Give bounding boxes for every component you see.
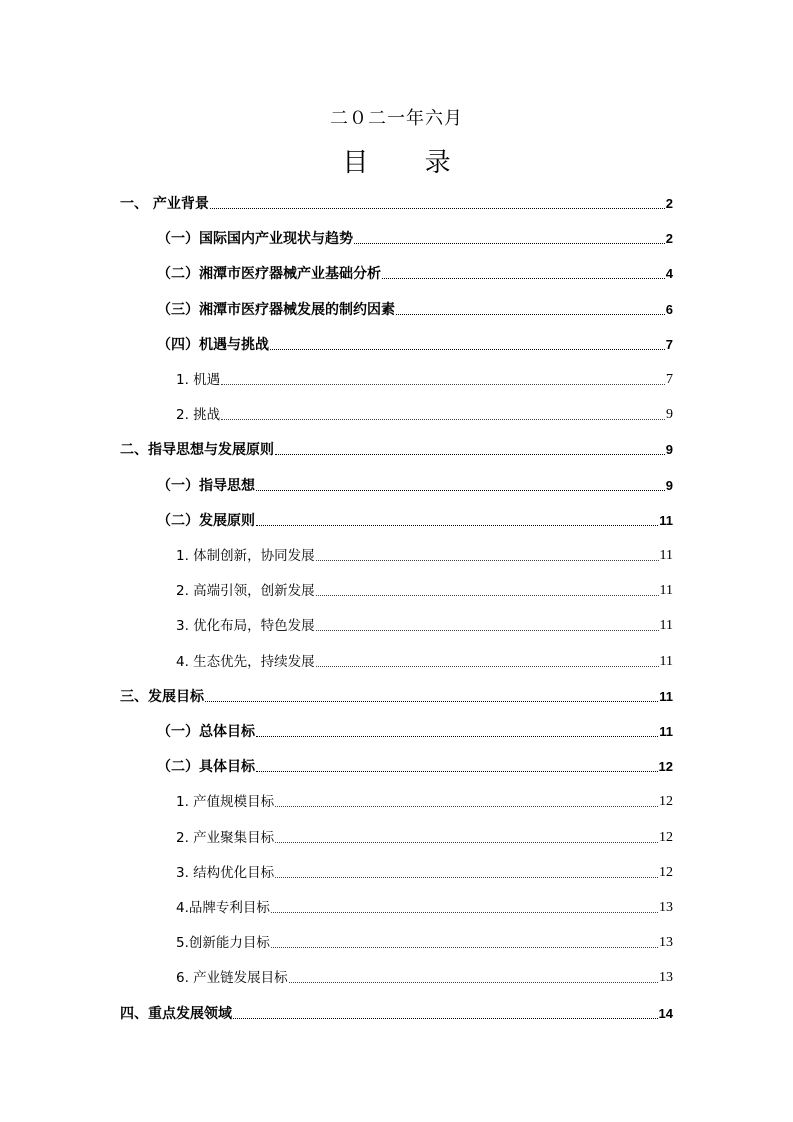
dot-leader (205, 701, 658, 702)
toc-entry-page-number: 4 (665, 266, 673, 282)
dot-leader (316, 630, 659, 631)
toc-entry-title: 二、指导思想与发展原则 (120, 442, 274, 459)
toc-entry-title: 一、 产业背景 (120, 196, 209, 212)
toc-entry-page-number: 11 (659, 724, 673, 739)
toc-entry-title: （四）机遇与挑战 (157, 336, 269, 353)
toc-entry-page-number: 11 (659, 618, 673, 634)
toc-entry-page-number: 7 (666, 372, 673, 387)
toc-entry-title: （二）湘潭市医疗器械产业基础分析 (157, 266, 381, 283)
toc-entry-page-number: 11 (659, 512, 673, 528)
toc-entry[interactable] (157, 295, 673, 319)
toc-entry[interactable] (120, 682, 673, 706)
toc-entry[interactable] (176, 647, 673, 671)
toc-entry-page-number: 12 (659, 864, 673, 880)
toc-entry-page-number: 7 (665, 336, 673, 352)
toc-entry-page-number: 11 (659, 688, 673, 704)
toc-entry-title: （二）发展原则 (157, 512, 255, 529)
dot-leader (316, 560, 659, 561)
dot-leader (316, 666, 659, 667)
dot-leader (256, 525, 658, 526)
dot-leader (275, 806, 658, 807)
toc-entry-title: 1. 体制创新，协同发展 (176, 548, 315, 564)
toc-entry[interactable] (176, 963, 673, 987)
toc-entry-page-number: 12 (659, 829, 673, 845)
toc-entry-page-number: 13 (659, 970, 673, 986)
toc-entry-page-number: 9 (666, 407, 673, 423)
dot-leader (382, 278, 665, 279)
toc-entry[interactable] (157, 752, 673, 776)
toc-entry-page-number: 12 (659, 794, 673, 810)
toc-entry-page-number: 9 (665, 477, 673, 493)
dot-leader (256, 490, 665, 491)
toc-entry-title: 2. 高端引领，创新发展 (176, 583, 315, 600)
toc-entry-title: （三）湘潭市医疗器械发展的制约因素 (157, 301, 395, 318)
toc-entry-page-number: 9 (665, 442, 673, 458)
toc-entry-title: 3. 优化布局，特色发展 (176, 618, 315, 635)
toc-entry-title: 4. 生态优先，持续发展 (176, 653, 315, 670)
toc-entry-page-number: 11 (659, 583, 673, 599)
toc-entry[interactable] (157, 259, 673, 283)
dot-leader (221, 419, 665, 420)
dot-leader (354, 243, 665, 244)
toc-entry[interactable] (176, 893, 673, 917)
toc-entry-title: 2. 挑战 (176, 407, 221, 424)
toc-entry-page-number: 2 (665, 196, 673, 211)
toc-entry[interactable] (120, 189, 673, 213)
toc-entry-page-number: 12 (658, 759, 673, 775)
toc-entry[interactable] (176, 576, 673, 600)
toc-entry-title: 5.创新能力目标 (176, 935, 270, 952)
toc-entry[interactable] (176, 928, 673, 952)
toc-entry[interactable] (176, 787, 673, 811)
toc-entry-title: 2. 产业聚集目标 (176, 829, 275, 846)
toc-entry-title: 6. 产业链发展目标 (176, 970, 288, 987)
dot-leader (271, 947, 658, 948)
toc-entry-title: 4.品牌专利目标 (176, 900, 270, 916)
dot-leader (221, 384, 665, 385)
document-date: 二０二一年六月 (330, 108, 463, 129)
toc-entry[interactable] (157, 471, 673, 495)
toc-entry-title: （一）指导思想 (157, 477, 255, 494)
dot-leader (316, 595, 659, 596)
dot-leader (233, 1018, 658, 1019)
toc-entry[interactable] (157, 224, 673, 248)
dot-leader (275, 454, 665, 455)
toc-entry-title: 3. 结构优化目标 (176, 864, 275, 881)
toc-entry-title: 1. 机遇 (176, 372, 221, 388)
toc-entry-title: （一）国际国内产业现状与趋势 (157, 231, 353, 248)
dot-leader (256, 771, 658, 772)
toc-entry-title: （一）总体目标 (157, 724, 255, 740)
toc-entry[interactable] (176, 858, 673, 882)
toc-entry[interactable] (157, 717, 673, 741)
dot-leader (289, 982, 658, 983)
dot-leader (275, 842, 658, 843)
toc-entry[interactable] (176, 541, 673, 565)
toc-entry[interactable] (157, 330, 673, 354)
toc-title: 目 录 (342, 148, 475, 178)
toc-entry-page-number: 6 (665, 301, 673, 317)
toc-entry-title: （二）具体目标 (157, 759, 255, 776)
toc-entry-page-number: 13 (659, 935, 673, 951)
toc-entry[interactable] (176, 365, 673, 389)
toc-entry-title: 1. 产值规模目标 (176, 794, 275, 811)
toc-entry-page-number: 2 (665, 231, 673, 247)
dot-leader (275, 877, 658, 878)
toc-entry-page-number: 11 (659, 653, 673, 669)
toc-entry-title: 四、重点发展领域 (120, 1005, 232, 1022)
toc-entry[interactable] (120, 435, 673, 459)
toc-entry[interactable] (120, 999, 673, 1023)
dot-leader (256, 736, 658, 737)
toc-entry-title: 三、发展目标 (120, 688, 204, 705)
dot-leader (210, 208, 665, 209)
toc-entry[interactable] (176, 400, 673, 424)
dot-leader (271, 912, 658, 913)
dot-leader (396, 314, 665, 315)
toc-entry[interactable] (176, 611, 673, 635)
toc-entry-page-number: 14 (658, 1005, 673, 1021)
toc-entry[interactable] (157, 506, 673, 530)
dot-leader (270, 349, 665, 350)
toc-entry-page-number: 11 (659, 548, 673, 563)
toc-entry-page-number: 13 (659, 900, 673, 915)
toc-entry[interactable] (176, 823, 673, 847)
